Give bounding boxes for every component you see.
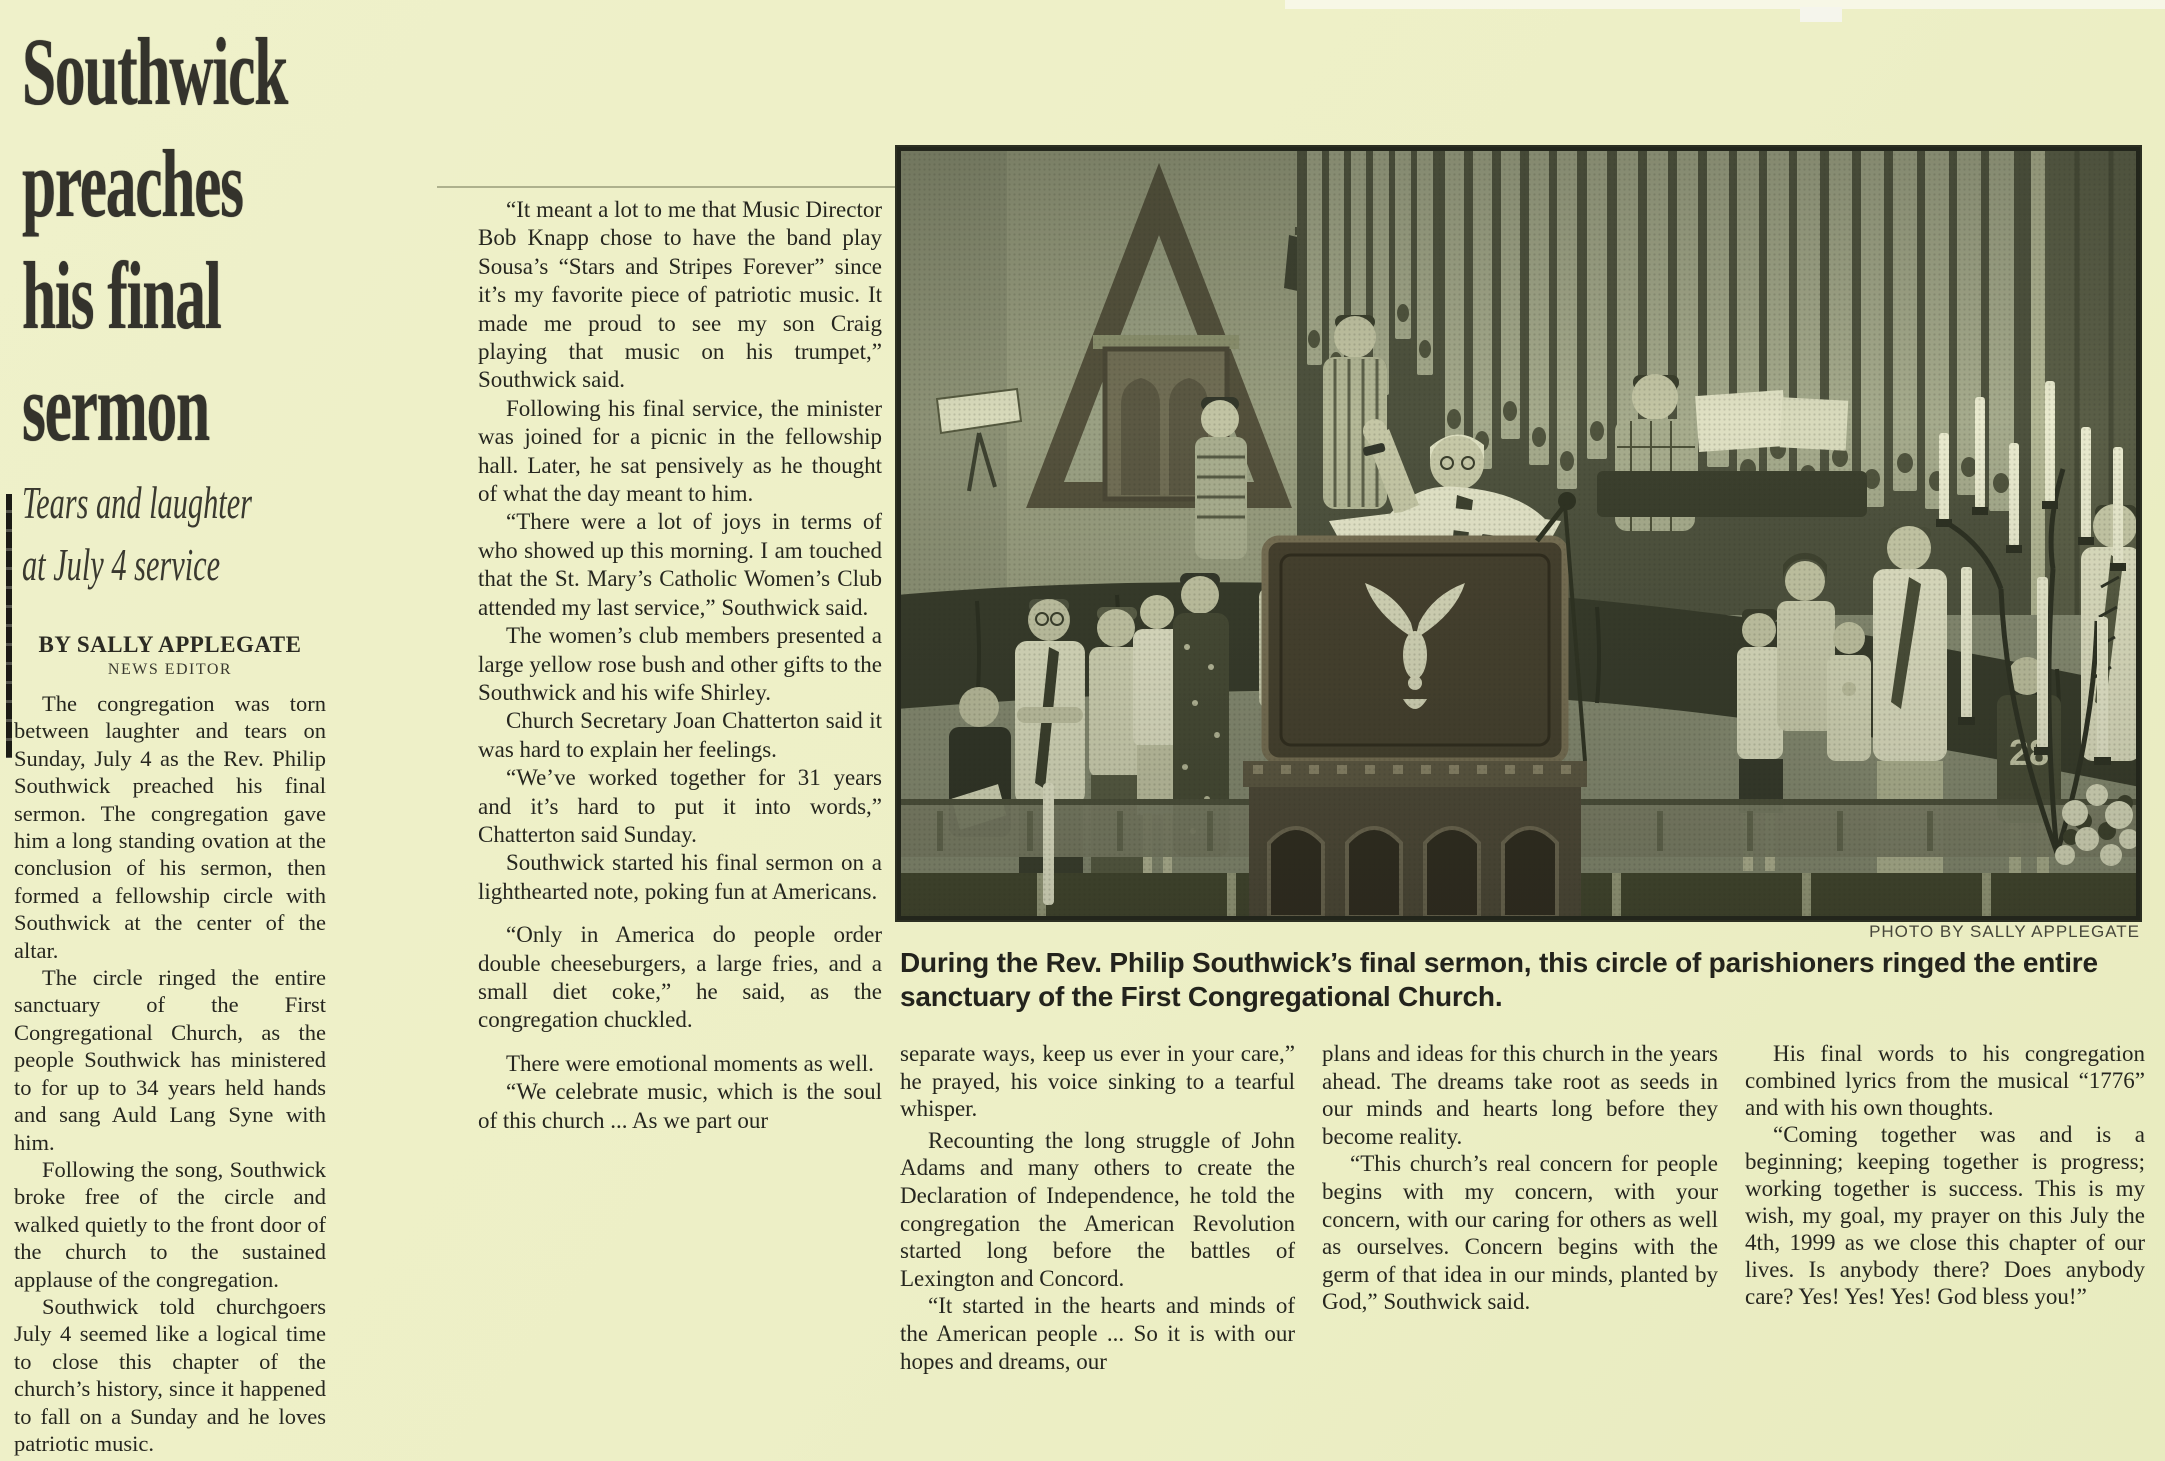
paragraph: Following his final service, the minister was joined for a picnic in the fellowship hall. Later, he sat pensively as he thought of what the day meant to him. bbox=[478, 395, 882, 507]
subheadline bbox=[22, 472, 442, 596]
paragraph: Southwick started his final sermon on a lighthearted note, poking fun at Americans. bbox=[478, 850, 882, 904]
article-column-2 bbox=[478, 196, 882, 1135]
paragraph: Following the song, Southwick broke free of the circle and walked quietly to the front door of the church to the sustained applause of the congregation. bbox=[14, 1156, 326, 1292]
paragraph: “It started in the hearts and minds of the American people ... So it is with our hopes and dreams, our bbox=[900, 1293, 1295, 1374]
photo-credit: PHOTO BY SALLY APPLEGATE bbox=[1869, 922, 2140, 941]
headline-line: sermon bbox=[22, 354, 209, 461]
byline-title: NEWS EDITOR bbox=[107, 661, 233, 678]
paragraph: “We celebrate music, which is the soul of this church ... As we part our bbox=[478, 1079, 882, 1133]
paragraph: “This church’s real concern for people begins with my concern, with your concern, with our caring for others as well as ourselves. Concern begins with the germ of that idea in our minds, planted by God,” Southwick said. bbox=[1322, 1151, 1718, 1315]
article-column-1 bbox=[14, 690, 326, 1457]
subhead-line: Tears and laughter bbox=[22, 477, 252, 528]
photo-caption: During the Rev. Philip Southwick’s final sermon, this circle of parishioners ringed the entire sanctuary of the First Congregational Church. bbox=[900, 947, 2098, 1012]
paragraph: There were emotional moments as well. bbox=[506, 1050, 874, 1076]
paragraph: His final words to his congregation combined lyrics from the musical “1776” and with his own thoughts. bbox=[1745, 1041, 2145, 1120]
page-title bbox=[22, 16, 442, 464]
article-column-3 bbox=[900, 1040, 1295, 1375]
paragraph: separate ways, keep us ever in your care,” he prayed, his voice sinking to a tearful whisper. bbox=[900, 1041, 1295, 1122]
paragraph: Southwick told churchgoers July 4 seemed like a logical time to close this chapter of the church’s history, since it happened to fall on a Sunday and he loves patriotic music. bbox=[14, 1293, 326, 1456]
church-photo bbox=[897, 147, 2140, 920]
headline-line: his final bbox=[22, 242, 221, 349]
byline: BY SALLY APPLEGATE bbox=[38, 632, 302, 657]
paragraph: “We’ve worked together for 31 years and it’s hard to put it into words,” Chatterton said Sunday. bbox=[478, 765, 882, 847]
byline-block bbox=[14, 632, 326, 679]
headline-line: preaches bbox=[22, 130, 243, 237]
paragraph: The congregation was torn between laughter and tears on Sunday, July 4 as the Rev. Philip Southwick preached his final sermon. The congregation gave him a long standing ovation at the conclusion of his sermon, then formed a fellowship circle with Southwick at the center of the altar. bbox=[14, 691, 326, 963]
scan-speck bbox=[1800, 7, 1842, 22]
church-photo-illustration bbox=[897, 147, 2140, 920]
paragraph: “Only in America do people order double cheeseburgers, a large fries, and a small diet coke,” he said, as the congregation chuckled. bbox=[478, 922, 882, 1033]
article-column-5 bbox=[1745, 1040, 2145, 1310]
paragraph: “Coming together was and is a beginning; keeping together is progress; working together is success. This is my wish, my goal, my prayer on this July the 4th, 1999 as we close this chapter of our lives. Is anybody there? Does anybody care? Yes! Yes! Yes! God bless you!” bbox=[1745, 1122, 2145, 1309]
subhead-line: at July 4 service bbox=[22, 539, 221, 590]
paragraph: Church Secretary Joan Chatterton said it was hard to explain her feelings. bbox=[478, 708, 882, 762]
paragraph: “There were a lot of joys in terms of who showed up this morning. I am touched that the St. Mary’s Catholic Women’s Club attended my last service,” Southwick said. bbox=[478, 509, 882, 620]
scan-edge-strip bbox=[1285, 0, 2165, 9]
paragraph: The circle ringed the entire sanctuary of the First Congregational Church, as the people Southwick has ministered to for up to 34 years held hands and sang Auld Lang Syne with him. bbox=[14, 965, 326, 1155]
article-column-4 bbox=[1322, 1040, 1718, 1316]
paragraph: Recounting the long struggle of John Adams and many others to create the Declaration of Independence, he told the congregation the American Revolution started long before the battles of Lexington and Concord. bbox=[900, 1127, 1295, 1291]
paragraph: The women’s club members presented a large yellow rose bush and other gifts to the Southwick and his wife Shirley. bbox=[478, 623, 882, 705]
scan-edge-mark bbox=[6, 494, 12, 758]
column-rule bbox=[437, 186, 895, 188]
headline-line: Southwick bbox=[22, 18, 288, 125]
tone-overlay bbox=[897, 147, 2140, 920]
paragraph: “It meant a lot to me that Music Director Bob Knapp chose to have the band play Sousa’s “Stars and Stripes Forever” since it’s my favorite piece of patriotic music. It made me proud to see my son Craig playing that music on his trumpet,” Southwick said. bbox=[478, 197, 882, 393]
paragraph: plans and ideas for this church in the years ahead. The dreams take root as seeds in our minds and hearts long before they become reality. bbox=[1322, 1041, 1718, 1149]
